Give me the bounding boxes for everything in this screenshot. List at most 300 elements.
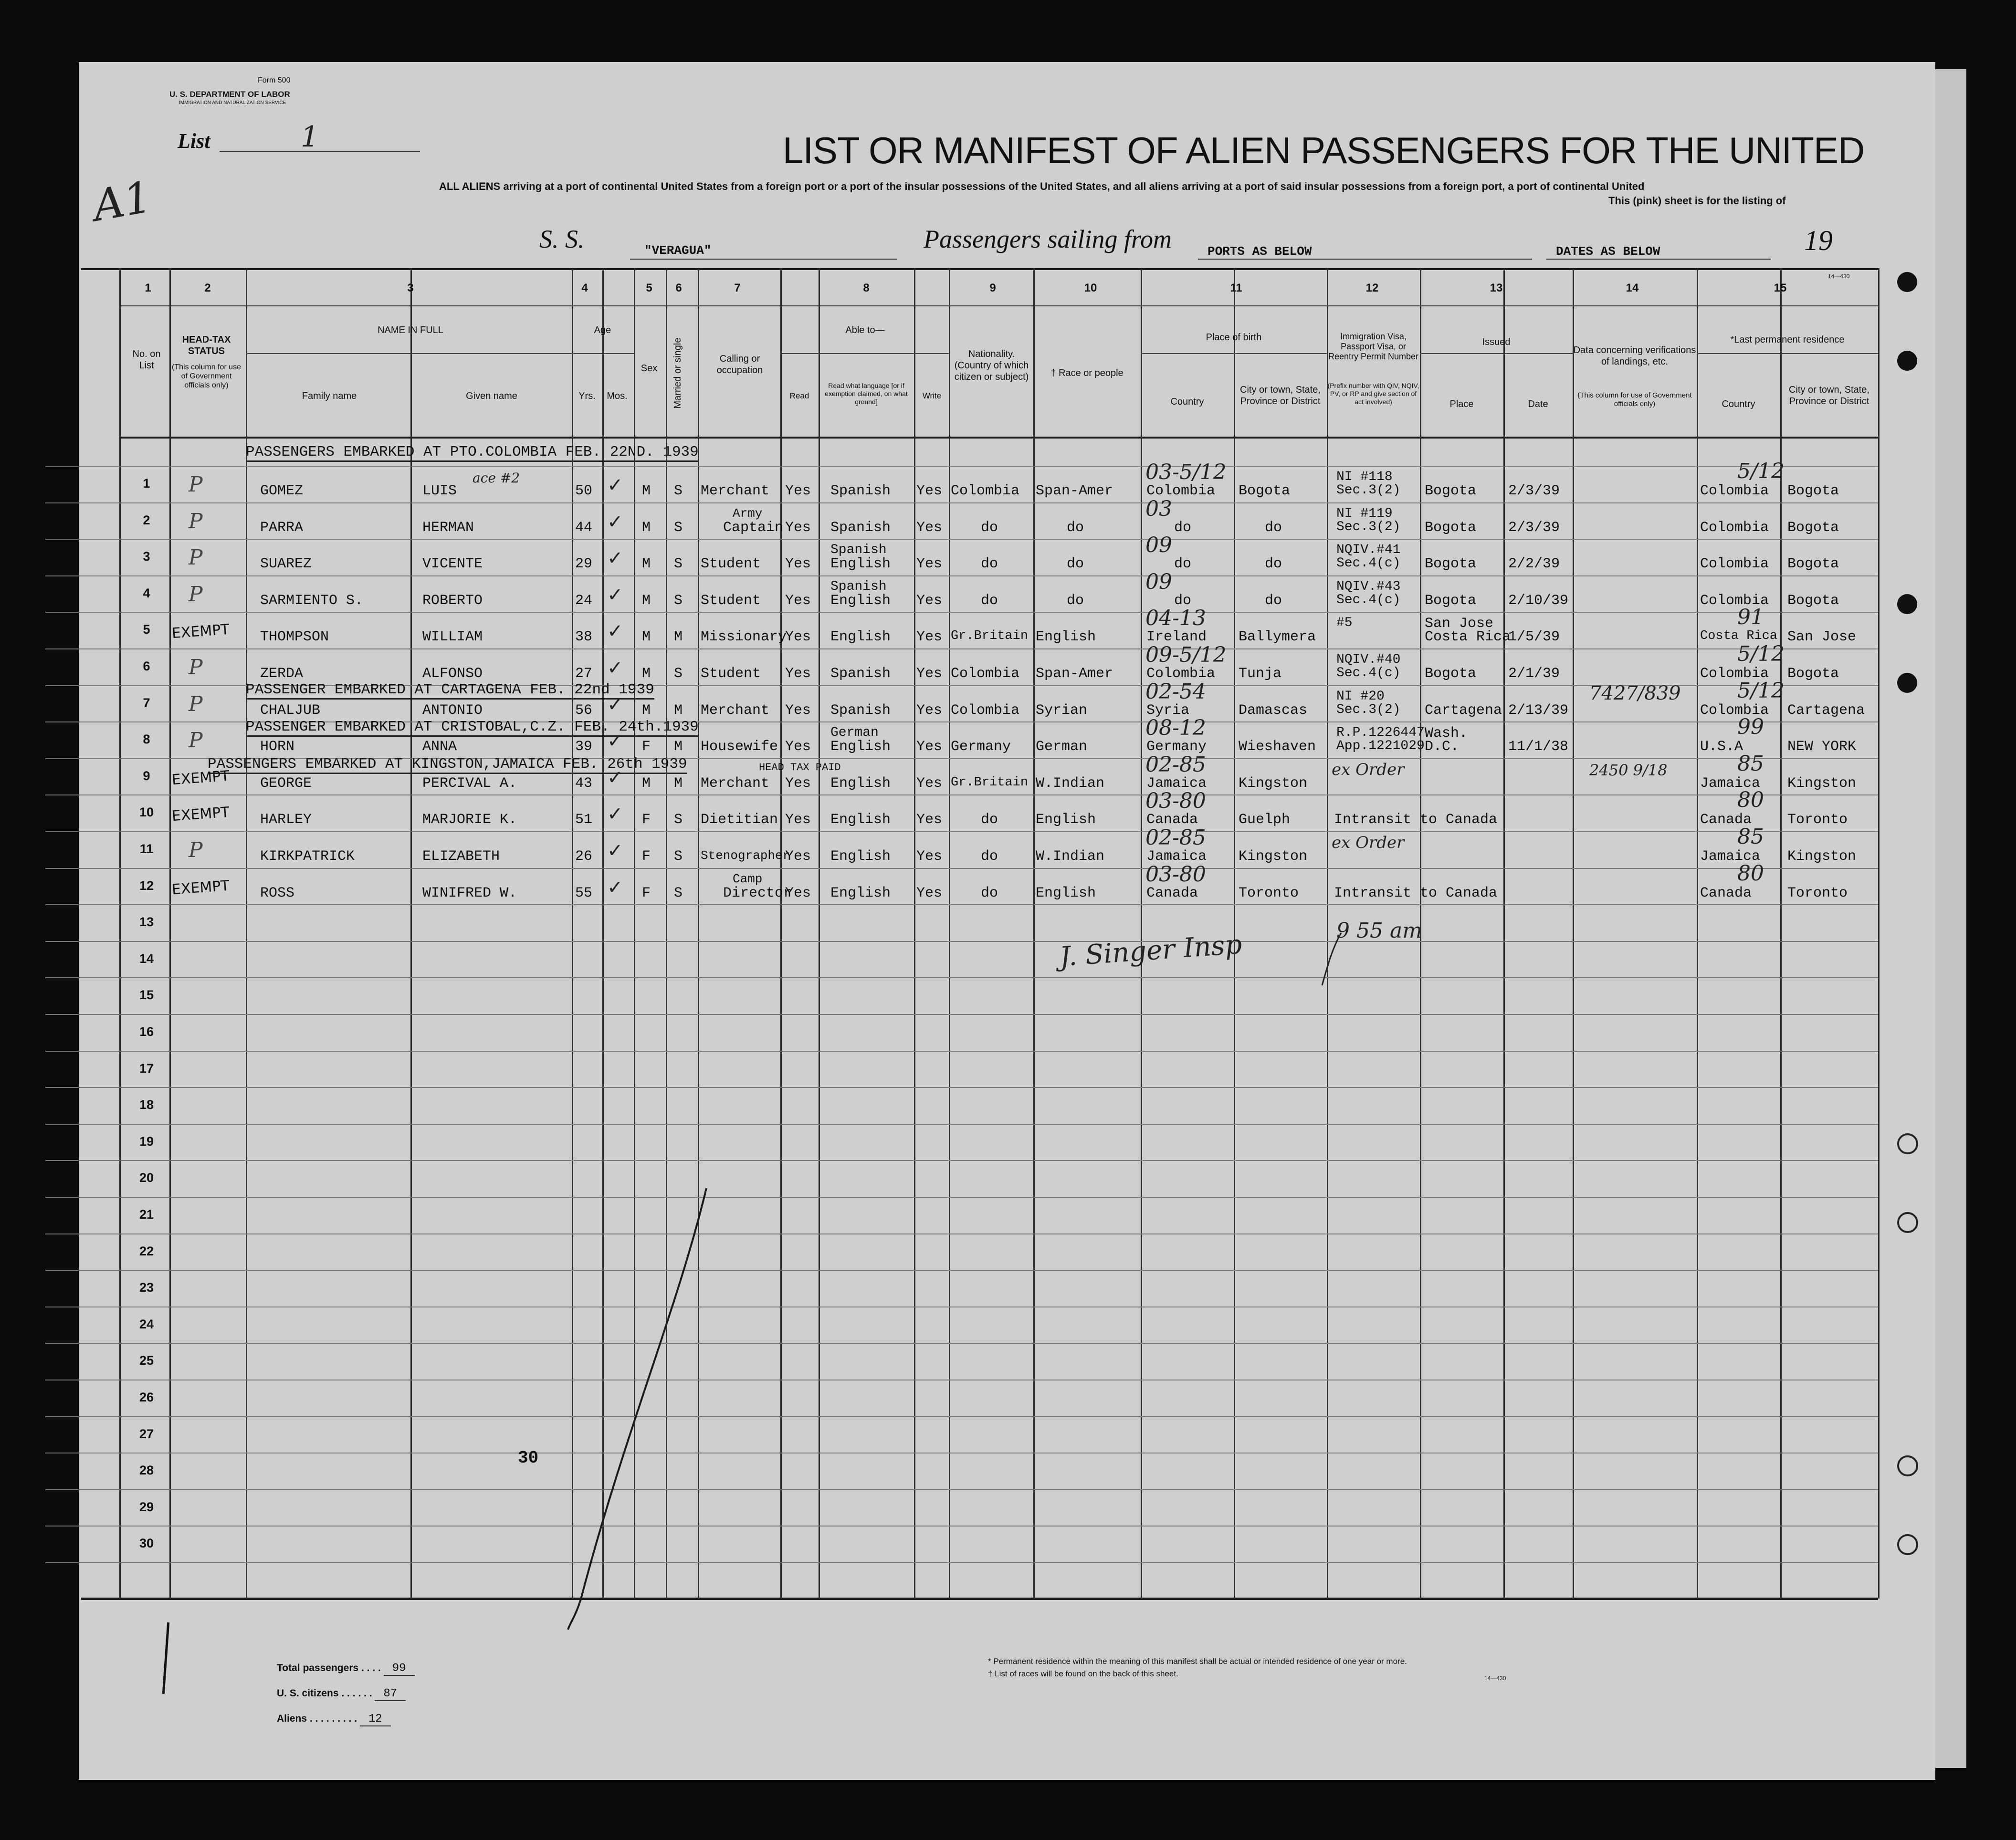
- age-years: 26: [575, 848, 593, 865]
- column-divider: [1503, 268, 1505, 1599]
- race: Syrian: [1036, 702, 1088, 719]
- occupation: Stenographer: [701, 848, 790, 863]
- hole-punch: [1897, 351, 1917, 371]
- can-read: Yes: [785, 483, 811, 499]
- row-number: 2: [143, 513, 150, 527]
- row-line: [45, 831, 1878, 832]
- age-years: 27: [575, 666, 593, 682]
- age-years: 55: [575, 885, 593, 901]
- check-mark: ✓: [607, 475, 623, 496]
- issued-place: San Jose: [1425, 616, 1494, 632]
- sheet-count: 30: [518, 1448, 539, 1468]
- given-name: HERMAN: [422, 520, 474, 536]
- header-issued-place: Place: [1449, 399, 1474, 409]
- race: English: [1036, 629, 1096, 645]
- visa-number: NI #119: [1336, 506, 1393, 521]
- row-number: 12: [139, 878, 154, 893]
- handwritten-residence-code: 5/12: [1737, 642, 1785, 666]
- read-language: English: [830, 848, 891, 865]
- head-tax-status: P: [189, 655, 203, 680]
- dates-underline: [1546, 259, 1771, 260]
- row-line: [45, 977, 1878, 978]
- issued-place-line2: Costa Rica: [1425, 629, 1511, 645]
- visa-section: Sec.3(2): [1336, 520, 1401, 534]
- given-name: ANNA: [422, 739, 457, 755]
- issued-date: 2/13/39: [1508, 702, 1569, 719]
- read-language-line2: English: [830, 739, 891, 755]
- manifest-title: LIST OR MANIFEST OF ALIEN PASSENGERS FOR THE UNITED: [783, 129, 1865, 171]
- birth-city: Bogota: [1239, 483, 1291, 499]
- residence-city: Bogota: [1787, 593, 1839, 609]
- row-number: 16: [139, 1025, 154, 1039]
- form-code-top: 14—430: [1828, 273, 1850, 280]
- handwritten-code: 02-54: [1145, 680, 1206, 704]
- birth-city: do: [1265, 520, 1282, 536]
- service-label: IMMIGRATION AND NATURALIZATION SERVICE: [179, 100, 286, 105]
- sex: M: [642, 775, 651, 792]
- sex: M: [642, 556, 651, 572]
- can-write: Yes: [916, 520, 943, 536]
- given-name: LUIS: [422, 483, 457, 499]
- can-write: Yes: [916, 556, 943, 572]
- visa-number: NI #20: [1336, 689, 1385, 704]
- row-number: 17: [139, 1061, 154, 1076]
- family-name: PARRA: [260, 520, 304, 536]
- header-head-tax: HEAD-TAX STATUS: [182, 335, 231, 356]
- row-number: 3: [143, 549, 150, 564]
- row-line: [45, 1124, 1878, 1125]
- check-mark: ✓: [607, 804, 623, 825]
- row-line: [45, 539, 1878, 540]
- verification-note-2: 2450 9/18: [1589, 761, 1668, 779]
- row-number: 8: [143, 732, 150, 746]
- residence-city: Toronto: [1787, 885, 1848, 901]
- can-read: Yes: [785, 629, 811, 645]
- nationality: do: [981, 520, 998, 536]
- issued-place-line2: D.C.: [1425, 739, 1460, 755]
- issued-date: 2/10/39: [1508, 593, 1569, 609]
- marital-status: S: [674, 666, 683, 682]
- embarkation-kingston: PASSENGERS EMBARKED AT KINGSTON,JAMAICA FEB. 26th 1939: [208, 756, 687, 774]
- colnum-11: 11: [1230, 282, 1242, 294]
- header-place-of-birth: Place of birth: [1206, 332, 1262, 343]
- row-number: 5: [143, 622, 150, 637]
- colnum-14: 14: [1626, 282, 1639, 294]
- family-name: HARLEY: [260, 812, 312, 828]
- embarkation-cartagena: PASSENGER EMBARKED AT CARTAGENA FEB. 22nd 1939: [246, 681, 654, 700]
- marital-status: M: [674, 702, 683, 719]
- birth-city: Ballymera: [1239, 629, 1316, 645]
- read-language: German: [830, 725, 879, 740]
- can-write: Yes: [916, 593, 943, 609]
- family-name: HORN: [260, 739, 295, 755]
- handwritten-code: 02-85: [1145, 826, 1206, 850]
- residence-country: Canada: [1700, 812, 1752, 828]
- total-passengers-row: [277, 1656, 415, 1681]
- column-divider: [1141, 268, 1142, 1599]
- head-tax-status: P: [189, 692, 203, 716]
- header-birth-country: Country: [1170, 397, 1204, 407]
- issued-place: Bogota: [1425, 593, 1477, 609]
- check-mark: ✓: [607, 731, 623, 752]
- column-divider: [169, 268, 171, 1599]
- birth-city: do: [1265, 593, 1282, 609]
- hole-reinforcement: [1897, 1455, 1918, 1476]
- colnum-15: 15: [1774, 282, 1787, 294]
- visa-number: NI #118: [1336, 470, 1393, 484]
- header-read-what: Read what language [or if exemption claimed, on what ground]: [825, 382, 908, 406]
- year-label: 19: [1804, 225, 1833, 256]
- read-language-line2: English: [830, 593, 891, 609]
- occupation: Student: [701, 593, 761, 609]
- residence-country: Jamaica: [1700, 848, 1761, 865]
- marital-status: S: [674, 885, 683, 901]
- marital-status: M: [674, 739, 683, 755]
- issued-date: 2/3/39: [1508, 520, 1560, 536]
- colnum-12: 12: [1365, 282, 1379, 294]
- header-bottom-line: [119, 437, 1878, 439]
- issued-date: 2/1/39: [1508, 666, 1560, 682]
- row-number: 28: [139, 1463, 154, 1477]
- visa-section: Sec.4(c): [1336, 593, 1401, 607]
- header-head-tax-note: (This column for use of Government officials only): [172, 363, 241, 389]
- sex: F: [642, 885, 651, 901]
- occupation: Army: [733, 506, 763, 521]
- occupation: Housewife: [701, 739, 778, 755]
- family-name: GOMEZ: [260, 483, 304, 499]
- header-last-residence: *Last permanent residence: [1730, 335, 1845, 345]
- row-line: [45, 1489, 1878, 1490]
- nationality: do: [981, 812, 998, 828]
- race: English: [1036, 885, 1096, 901]
- race: do: [1067, 520, 1084, 536]
- nationality: do: [981, 556, 998, 572]
- birth-country: Germany: [1146, 739, 1207, 755]
- issued-place: Bogota: [1425, 483, 1477, 499]
- birth-country: Ireland: [1146, 629, 1207, 645]
- marital-status: S: [674, 556, 683, 572]
- can-read: Yes: [785, 520, 811, 536]
- visa-number: Intransit to Canada: [1334, 885, 1498, 901]
- ports-value: PORTS AS BELOW: [1208, 244, 1312, 259]
- colnum-1: 1: [145, 282, 151, 294]
- header-family-name: Family name: [302, 391, 357, 401]
- age-years: 56: [575, 702, 593, 719]
- totals-block: [277, 1656, 415, 1732]
- colnum-7: 7: [734, 282, 741, 294]
- can-write: Yes: [916, 702, 943, 719]
- sex: M: [642, 629, 651, 645]
- race: German: [1036, 739, 1088, 755]
- check-mark: ✓: [607, 767, 623, 788]
- ship-name: "VERAGUA": [644, 243, 712, 258]
- nationality: do: [981, 593, 998, 609]
- head-tax-status: EXEMPT: [171, 804, 230, 825]
- sex: M: [642, 520, 651, 536]
- inspector-signature: J. Singer Insp: [1059, 929, 1243, 973]
- residence-country: U.S.A: [1700, 739, 1743, 755]
- visa-section: App.1221029: [1336, 739, 1425, 753]
- row-number: 1: [143, 476, 150, 491]
- issued-date: 2/3/39: [1508, 483, 1560, 499]
- birth-city: Tunja: [1239, 666, 1282, 682]
- marital-status: S: [674, 483, 683, 499]
- nationality: do: [981, 848, 998, 865]
- footnote-residence: * Permanent residence within the meaning of this manifest shall be actual or intended residence of one year or more.: [988, 1657, 1407, 1666]
- handwritten-code: 03: [1145, 497, 1172, 521]
- handwritten-code: 09: [1145, 533, 1172, 557]
- hole-punch: [1897, 594, 1917, 614]
- colnum-line: [119, 305, 1878, 306]
- hole-punch: [1897, 272, 1917, 292]
- issued-place: Bogota: [1425, 556, 1477, 572]
- ss-label: S. S.: [539, 225, 585, 253]
- us-citizens-value: 87: [375, 1687, 406, 1701]
- row-line: [45, 1160, 1878, 1161]
- column-divider: [119, 268, 121, 1599]
- manifest-sheet: [79, 62, 1935, 1780]
- birth-country: Jamaica: [1146, 775, 1207, 792]
- occupation: Student: [701, 556, 761, 572]
- row-number: 21: [139, 1207, 154, 1222]
- pen-stroke: [563, 1183, 716, 1632]
- header-race: † Race or people: [1050, 368, 1124, 378]
- race: English: [1036, 812, 1096, 828]
- marital-status: M: [674, 629, 683, 645]
- handwritten-annotation: ex Order: [1332, 760, 1405, 779]
- race: do: [1067, 556, 1084, 572]
- birth-country: Canada: [1146, 812, 1198, 828]
- head-tax-status: P: [189, 582, 203, 606]
- row-line: [45, 1051, 1878, 1052]
- residence-city: NEW YORK: [1787, 739, 1857, 755]
- given-name: PERCIVAL A.: [422, 775, 517, 792]
- occupation: Dietitian: [701, 812, 778, 828]
- row-line: [45, 1014, 1878, 1015]
- residence-country: Canada: [1700, 885, 1752, 901]
- header-issued: Issued: [1482, 337, 1511, 347]
- handwritten-residence-code: 85: [1737, 752, 1764, 776]
- row-number: 18: [139, 1098, 154, 1112]
- visa-section: Sec.3(2): [1336, 702, 1401, 717]
- given-name: ELIZABETH: [422, 848, 500, 865]
- birth-city: Kingston: [1239, 848, 1308, 865]
- aliens-value: 12: [360, 1713, 391, 1726]
- can-read: Yes: [785, 739, 811, 755]
- check-mark: ✓: [607, 694, 623, 715]
- issued-date: 1/5/39: [1508, 629, 1560, 645]
- handwritten-code: 02-85: [1145, 753, 1206, 777]
- colnum-2: 2: [204, 282, 211, 294]
- can-write: Yes: [916, 775, 943, 792]
- aliens-label: Aliens: [277, 1713, 307, 1724]
- marital-status: S: [674, 593, 683, 609]
- row-number: 30: [139, 1536, 154, 1550]
- row-number: 20: [139, 1171, 154, 1185]
- colnum-6: 6: [675, 282, 682, 294]
- marital-status: S: [674, 848, 683, 865]
- birth-city: Wieshaven: [1239, 739, 1316, 755]
- header-write: Write: [922, 391, 942, 400]
- nationality: do: [981, 885, 998, 901]
- can-write: Yes: [916, 812, 943, 828]
- head-tax-status: P: [189, 545, 203, 570]
- head-tax-status: EXEMPT: [171, 877, 230, 899]
- form-number: Form 500: [258, 76, 291, 84]
- handwritten-code: 04-13: [1145, 606, 1206, 630]
- colnum-9: 9: [989, 282, 996, 294]
- header-given-name: Given name: [466, 391, 517, 401]
- check-mark: ✓: [607, 548, 623, 569]
- head-tax-status: P: [189, 728, 203, 753]
- row-number: 14: [139, 951, 154, 966]
- visa-section: Sec.4(c): [1336, 556, 1401, 571]
- column-divider: [1033, 268, 1035, 1599]
- row-number: 19: [139, 1134, 154, 1149]
- age-years: 24: [575, 593, 593, 609]
- race: do: [1067, 593, 1084, 609]
- can-write: Yes: [916, 483, 943, 499]
- birth-country: do: [1174, 556, 1192, 572]
- subheader-line: [1141, 353, 1327, 354]
- age-years: 38: [575, 629, 593, 645]
- header-yrs: Yrs.: [578, 391, 596, 401]
- total-dots: . . . .: [361, 1662, 384, 1673]
- birth-city: Kingston: [1239, 775, 1308, 792]
- read-language: English: [830, 629, 891, 645]
- sex: M: [642, 666, 651, 682]
- inspection-time: 9 55 am: [1336, 919, 1422, 943]
- header-res-city: City or town, State, Province or District: [1789, 385, 1869, 407]
- row-number: 23: [139, 1280, 154, 1295]
- can-read: Yes: [785, 702, 811, 719]
- colnum-3: 3: [407, 282, 414, 294]
- given-name: WINIFRED W.: [422, 885, 517, 901]
- handwritten-code: 09-5/12: [1145, 643, 1227, 667]
- subheader-line: [572, 353, 634, 354]
- column-divider: [914, 268, 915, 1599]
- header-res-country: Country: [1722, 399, 1755, 409]
- visa-bracket-stroke: [1312, 930, 1351, 988]
- nationality: Gr.Britain: [951, 775, 1029, 790]
- family-name: ROSS: [260, 885, 295, 901]
- header-visa-note: (Prefix number with QIV, NQIV, PV, or RP and give section of act involved): [1327, 382, 1419, 406]
- row-line: [45, 502, 1878, 503]
- row-number: 9: [143, 769, 150, 783]
- manifest-subtitle: ALL ALIENS arriving at a port of continental United States from a foreign port or a port of the insular possessions of the United States, and all aliens arriving at a port of said insular possessions from a foreign port, a port of continental United: [439, 180, 1645, 192]
- row-line: [45, 648, 1878, 649]
- total-passengers-label: Total passengers: [277, 1662, 359, 1673]
- birth-city: Toronto: [1239, 885, 1299, 901]
- issued-date: 11/1/38: [1508, 739, 1569, 755]
- can-read: Yes: [785, 556, 811, 572]
- family-name: SARMIENTO S.: [260, 593, 364, 609]
- given-name: ALFONSO: [422, 666, 483, 682]
- family-name: GEORGE: [260, 775, 312, 792]
- occupation: Merchant: [701, 483, 770, 499]
- occupation-line2: Director: [723, 885, 792, 901]
- given-name: ANTONIO: [422, 702, 483, 719]
- ship-underline: [630, 259, 897, 260]
- colnum-5: 5: [646, 282, 652, 294]
- subheader-line: [246, 353, 572, 354]
- us-citizens-label: U. S. citizens: [277, 1688, 339, 1699]
- read-language: English: [830, 812, 891, 828]
- row-line: [45, 612, 1878, 613]
- can-write: Yes: [916, 739, 943, 755]
- residence-city: Bogota: [1787, 556, 1839, 572]
- handwritten-residence-code: 99: [1737, 715, 1764, 739]
- visa-number: NQIV.#41: [1336, 543, 1401, 557]
- occupation: Missionary: [701, 629, 787, 645]
- row-number: 7: [143, 696, 150, 710]
- nationality: Colombia: [951, 483, 1020, 499]
- hole-reinforcement: [1897, 1212, 1918, 1233]
- issued-date: 2/2/39: [1508, 556, 1560, 572]
- check-mark: ✓: [607, 621, 623, 642]
- header-married: Married or single: [672, 337, 683, 409]
- visa-number: R.P.1226447: [1336, 725, 1425, 740]
- issued-place: Wash.: [1425, 725, 1468, 742]
- header-no-on-list: No. on List: [132, 349, 161, 371]
- department-label: U. S. DEPARTMENT OF LABOR: [169, 90, 290, 99]
- header-verif-note: (This column for use of Government officials only): [1577, 391, 1692, 408]
- header-calling: Calling or occupation: [716, 354, 763, 376]
- row1-note: ace #2: [472, 470, 520, 486]
- head-tax-status: EXEMPT: [171, 767, 230, 789]
- colnum-8: 8: [863, 282, 870, 294]
- issued-place: Cartagena: [1425, 702, 1502, 719]
- family-name: KIRKPATRICK: [260, 848, 355, 865]
- birth-country: Colombia: [1146, 483, 1216, 499]
- given-name: ROBERTO: [422, 593, 483, 609]
- can-write: Yes: [916, 629, 943, 645]
- column-divider: [410, 268, 412, 1599]
- birth-country: Jamaica: [1146, 848, 1207, 865]
- aliens-dots: . . . . . . . . .: [309, 1713, 360, 1724]
- handwritten-residence-code: 5/12: [1737, 459, 1785, 483]
- read-language: Spanish: [830, 666, 891, 682]
- subheader-line: [1697, 353, 1878, 354]
- nationality: Colombia: [951, 702, 1020, 719]
- row-number: 10: [139, 805, 154, 819]
- handwritten-residence-code: 5/12: [1737, 679, 1785, 703]
- list-number: 1: [301, 120, 319, 154]
- birth-city: Damascas: [1239, 702, 1308, 719]
- handwritten-code: 03-5/12: [1145, 460, 1227, 484]
- total-passengers-value: 99: [384, 1662, 415, 1676]
- read-language: Spanish: [830, 543, 887, 557]
- handwritten-residence-code: 80: [1737, 788, 1764, 812]
- birth-country: do: [1174, 520, 1192, 536]
- birth-city: do: [1265, 556, 1282, 572]
- residence-city: Bogota: [1787, 520, 1839, 536]
- row-line: [45, 575, 1878, 576]
- check-mark: ✓: [607, 585, 623, 606]
- grid-bottom-line: [81, 1598, 1878, 1600]
- header-verif: Data concerning verifications of landings, etc.: [1573, 345, 1696, 367]
- age-years: 29: [575, 556, 593, 572]
- handwritten-residence-code: 85: [1737, 825, 1764, 849]
- read-language: English: [830, 775, 891, 792]
- aliens-row: [277, 1706, 415, 1732]
- age-years: 43: [575, 775, 593, 792]
- residence-city: Bogota: [1787, 483, 1839, 499]
- list-underline: [220, 151, 420, 152]
- embarkation-pto-colombia: PASSENGERS EMBARKED AT PTO.COLOMBIA FEB. 22ND. 1939: [246, 444, 699, 462]
- birth-city: Guelph: [1239, 812, 1291, 828]
- visa-section: Sec.3(2): [1336, 483, 1401, 498]
